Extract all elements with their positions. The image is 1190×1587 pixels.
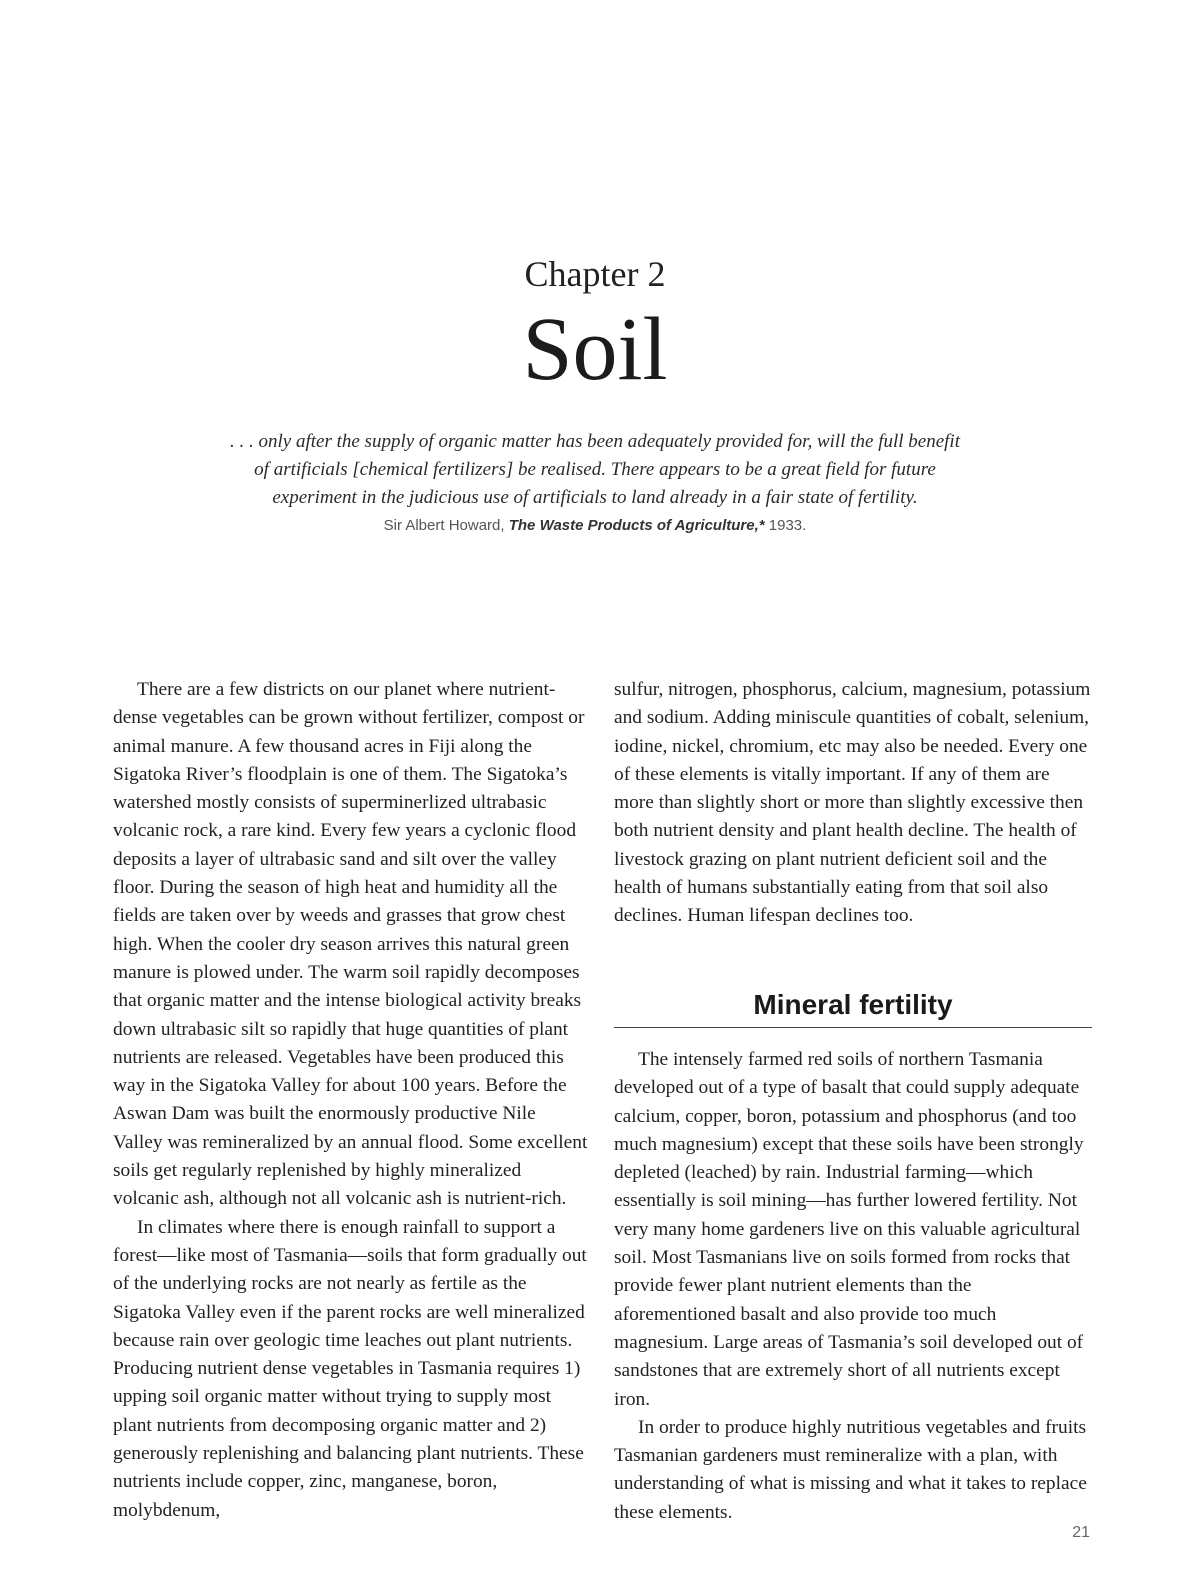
attribution-work: The Waste Products of Agriculture,* — [508, 517, 765, 534]
section-heading: Mineral fertility — [753, 989, 953, 1020]
attribution-year: 1933. — [768, 517, 807, 534]
body-paragraph: The intensely farmed red soils of northern Tasmania developed out of a type of basalt that could supply adequate calcium, copper, boron, potassium and phosphorus (and too much magnesium) except that these soils have been strongly depleted (leached) by rain. Industrial farming—which essentially is soil mining—has further lowered fertility. Not very many home gardeners live on this valuable agricultural soil. Most Tasmanians live on soils formed from rocks that provide fewer plant nutrient elements than the aforementioned basalt and also provide too much magnesium. Large areas of Tasmania’s soil developed out of sandstones that are extremely short of all nutrients except iron. — [614, 1049, 1084, 1410]
chapter-title: Soil — [522, 300, 668, 399]
epigraph-attribution — [0, 515, 1190, 537]
body-paragraph: In climates where there is enough rainfall to support a forest—like most of Tasmania—soils that form gradually out of the underlying rocks are not nearly as fertile as the Sigatoka Valley even if the parent rocks are well mineralized because rain over geologic time leaches out plant nutrients. Producing nutrient dense vegetables in Tasmania requires 1) upping soil organic matter without trying to supply most plant nutrients from decomposing organic matter and 2) generously replenishing and balancing plant nutrients. These nutrients include copper, zinc, manganese, boron, molybdenum, — [113, 1216, 587, 1521]
section-divider — [614, 1027, 1092, 1028]
page-number: 21 — [1072, 1524, 1090, 1541]
section-body — [614, 1046, 1092, 1527]
body-paragraph: There are a few districts on our planet where nutrient-dense vegetables can be grown without fertilizer, compost or animal manure. A few thousand acres in Fiji along the Sigatoka River’s floodplain is one of them. The Sigatoka’s watershed mostly consists of superminerlized ultrabasic volcanic rock, a rare kind. Every few years a cyclonic flood deposits a layer of ultrabasic sand and silt over the valley floor. During the season of high heat and humidity all the fields are taken over by weeds and grasses that grow chest high. When the cooler dry season arrives this natural green manure is plowed under. The warm soil rapidly decomposes that organic matter and the intense biological activity breaks down ultrabasic silt so rapidly that huge quantities of plant nutrients are released. Vegetables have been produced this way in the Sigatoka Valley for about 100 years. Before the Aswan Dam was built the enormously productive Nile Valley was remineralized by an annual flood. Some excellent soils get regularly replenished by highly mineralized volcanic ash, although not all volcanic ash is nutrient-rich. — [113, 679, 588, 1210]
epigraph — [230, 428, 960, 512]
body-paragraph: In order to produce highly nutritious vegetables and fruits Tasmanian gardeners must remineralize with a plan, with understanding of what is missing and what it takes to replace these elements. — [614, 1416, 1087, 1523]
right-column — [614, 676, 1092, 931]
chapter-label: Chapter 2 — [524, 254, 666, 294]
epigraph-quote: . . . only after the supply of organic matter has been adequately provided for, will the full benefit of artificials [chemical fertilizers] be realised. There appears to be a great field for future experiment in the judicious use of artificials to land already in a fair state of fertility. — [230, 431, 960, 508]
left-column — [113, 676, 588, 1525]
body-paragraph-continued: sulfur, nitrogen, phosphorus, calcium, magnesium, potassium and sodium. Adding miniscule quantities of cobalt, selenium, iodine, nickel, chromium, etc may also be needed. Every one of these elements is vitally important. If any of them are more than slightly short or more than slightly excessive then both nutrient density and plant health decline. The health of livestock grazing on plant nutrient deficient soil and the health of humans substantially eating from that soil also declines. Human lifespan declines too. — [614, 679, 1091, 927]
attribution-author: Sir Albert Howard, — [383, 517, 505, 534]
